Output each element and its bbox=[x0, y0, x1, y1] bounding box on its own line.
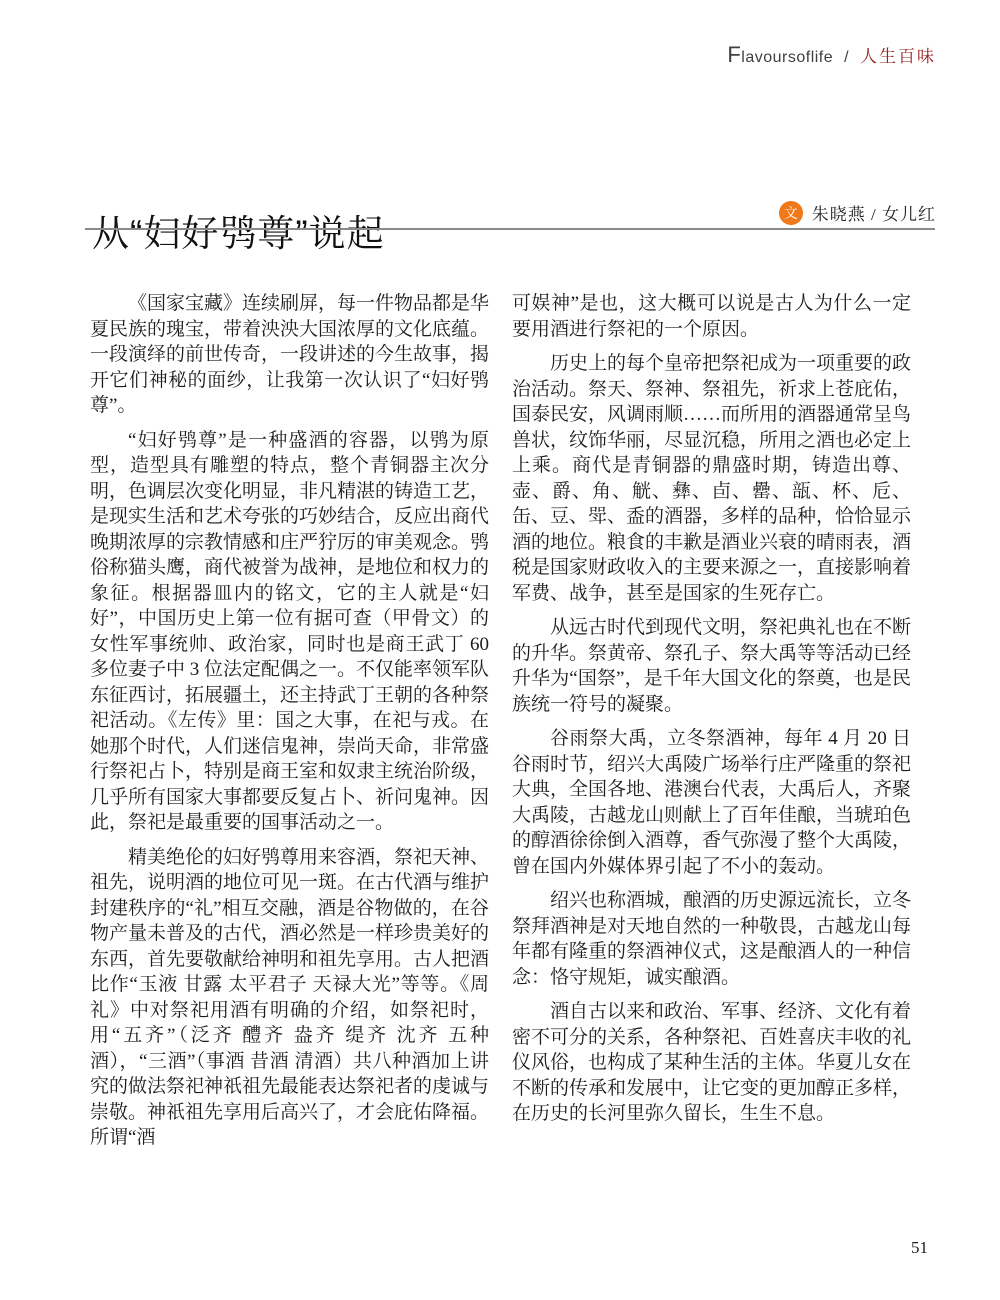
paragraph: 从远古时代到现代文明，祭祀典礼也在不断的升华。祭黄帝、祭孔子、祭大禹等等活动已经升华为“国祭”，是千年大国文化的祭奠，也是民族统一符号的凝聚。 bbox=[512, 617, 912, 715]
paragraph: 历史上的每个皇帝把祭祀成为一项重要的政治活动。祭天、祭神、祭祖先，祈求上苍庇佑，国泰民安，风调雨顺……而所用的酒器通常呈鸟兽状，纹饰华丽，尽显沉稳，所用之酒也必定上上乘。商代是青铜器的鼎盛时期，铸造出尊、壶、爵、角、觥、彝、卣、罍、瓿、杯、卮、缶、豆、斝、盉的酒器，多样的品种，恰恰显示酒的地位。粮食的丰歉是酒业兴衰的晴雨表，酒税是国家财政收入的主要来源之一，直接影响着军费、战争，甚至是国家的生死存亡。 bbox=[512, 353, 912, 604]
brand-name: lavoursoflife bbox=[741, 49, 834, 66]
title-divider bbox=[85, 228, 935, 230]
paragraph: 可娱神”是也，这大概可以说是古人为什么一定要用酒进行祭祀的一个原因。 bbox=[512, 293, 911, 340]
right-column bbox=[512, 291, 911, 1136]
paragraph: 《国家宝藏》连续刷屏，每一件物品都是华夏民族的瑰宝，带着泱泱大国浓厚的文化底蕴。一段演绎的前世传奇，一段讲述的今生故事，揭开它们神秘的面纱，让我第一次认识了“妇好鸮尊”。 bbox=[90, 293, 490, 416]
byline bbox=[779, 200, 936, 225]
article-title: 从“妇好鸮尊”说起 bbox=[92, 212, 385, 254]
author-wen-icon: 文 bbox=[779, 201, 803, 225]
paragraph: 绍兴也称酒城，酿酒的历史源远流长，立冬祭拜酒神是对天地自然的一种敬畏，古越龙山每年都有隆重的祭酒神仪式，这是酿酒人的一种信念：恪守规矩，诚实酿酒。 bbox=[512, 890, 912, 988]
paragraph: 精美绝伦的妇好鸮尊用来容酒，祭祀天神、祖先，说明酒的地位可见一斑。在古代酒与维护封建秩序的“礼”相互交融，酒是谷物做的，在谷物产量未普及的古代，酒必然是一样珍贵美好的东西，首先要敬献给神明和祖先享用。古人把酒比作“玉液 甘露 太平君子 天禄大光”等等。《周礼》中对祭祀用酒有明确的介绍，如祭祀时，用“五齐”（泛齐 醴齐 盎齐 缇齐 沈齐 五种酒），“三酒”（事酒 昔酒 清酒）共八种酒加上讲究的做法祭祀神祇祖先最能表达祭祀者的虔诚与崇敬。神祇祖先享用后高兴了，才会庇佑降福。所谓“酒 bbox=[90, 846, 490, 1148]
page-number: 51 bbox=[911, 1238, 928, 1257]
left-column bbox=[90, 291, 489, 1160]
paragraph: “妇好鸮尊”是一种盛酒的容器，以鸮为原型，造型具有雕塑的特点，整个青铜器主次分明，色调层次变化明显，非凡精湛的铸造工艺，是现实生活和艺术夸张的巧妙结合，反应出商代晚期浓厚的宗教情感和庄严狞厉的审美观念。鸮俗称猫头鹰，商代被誉为战神，是地位和权力的象征。根据器皿内的铭文，它的主人就是“妇好”，中国历史上第一位有据可查（甲骨文）的女性军事统帅、政治家，同时也是商王武丁 60 多位妻子中 3 位法定配偶之一。不仅能率领军队东征西讨，拓展疆土，还主持武丁王朝的各种祭祀活动。《左传》里：国之大事，在祀与戎。在她那个时代，人们迷信鬼神，崇尚天命，非常盛行祭祀占卜，特别是商王室和奴隶主统治阶级，几乎所有国家大事都要反复占卜、祈问鬼神。因此，祭祀是最重要的国事活动之一。 bbox=[90, 429, 490, 833]
paragraph: 酒自古以来和政治、军事、经济、文化有着密不可分的关系，各种祭祀、百姓喜庆丰收的礼仪风俗，也构成了某种生活的主体。华夏儿女在不断的传承和发展中，让它变的更加醇正多样，在历史的长河里弥久留长，生生不息。 bbox=[512, 1001, 912, 1124]
magazine-header bbox=[727, 42, 936, 68]
paragraph: 谷雨祭大禹，立冬祭酒神，每年 4 月 20 日谷雨时节，绍兴大禹陵广场举行庄严隆重的祭祀大典，全国各地、港澳台代表，大禹后人，齐聚大禹陵，古越龙山则献上了百年佳酿，当琥珀色的醇酒徐徐倒入酒尊，香气弥漫了整个大禹陵，曾在国内外媒体界引起了不小的轰动。 bbox=[512, 728, 912, 877]
author-name: 朱晓燕 / 女儿红 bbox=[811, 205, 936, 224]
header-separator: / bbox=[844, 49, 850, 66]
brand-chinese: 人生百味 bbox=[860, 47, 936, 66]
brand-initial: F bbox=[727, 42, 742, 67]
